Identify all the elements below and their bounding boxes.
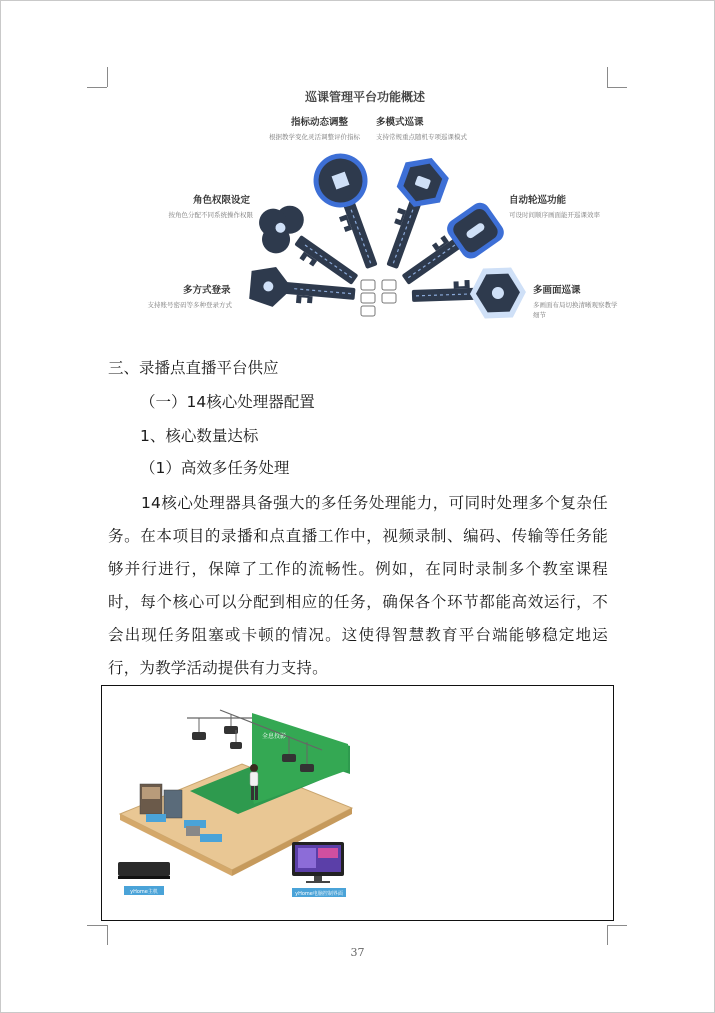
feature-desc-login: 支持账号密码等多种登录方式 (147, 301, 232, 309)
feature-title-login: 多方式登录 (183, 285, 231, 296)
control-monitor (292, 842, 346, 897)
subsection-heading: （一）14核心处理器配置 (140, 393, 315, 411)
studio-figure (101, 685, 614, 921)
feature-desc-permission: 按角色分配不同系统操作权限 (168, 211, 253, 219)
feature-desc-autopatrol: 可设时间顺序画面能开巡课效率 (509, 211, 600, 219)
screen-label: 全息投影 (262, 733, 287, 740)
feature-desc-multiscreen: 多画面布局切换清晰观察教学细节 (533, 301, 618, 319)
body-paragraph: 14核心处理器具备强大的多任务处理能力，可同时处理多个复杂任务。在本项目的录播和点直播工作中，视频录制、编码、传输等任务能够并行进行，保障了工作的流畅性。例如，在同时录制多个教室课程时，每个核心可以分配到相应的任务，确保各个环节都能高效运行，不会出现任务阻塞或卡顿的情况。这使得智慧教育平台端能够稳定地运行，为教学活动提供有力支持。 (108, 494, 608, 677)
feature-title-autopatrol: 自动轮巡功能 (509, 195, 567, 206)
key-icon-multiscreen (411, 267, 527, 321)
center-panel-icon (361, 280, 396, 316)
platform-features-figure (147, 82, 620, 332)
feature-title-multimode: 多模式巡课 (376, 117, 424, 128)
feature-title-permission: 角色权限设定 (193, 195, 251, 206)
presenter-figure (250, 764, 258, 800)
monitor-label: yHome电脑控制界面 (295, 891, 343, 897)
section-heading: 三、录播点直播平台供应 (108, 359, 279, 377)
studio-illustration (102, 686, 613, 920)
item-heading: 1、核心数量达标 (140, 427, 259, 445)
feature-desc-indicator: 根据教学变化灵活调整评价指标 (269, 133, 360, 141)
host-device-label: yHome主机 (130, 889, 158, 895)
subitem-heading: （1）高效多任务处理 (140, 459, 290, 477)
feature-title-multiscreen: 多画面巡课 (533, 285, 581, 296)
figure-title: 巡课管理平台功能概述 (304, 90, 425, 104)
page-number: 37 (350, 946, 365, 959)
host-device (118, 862, 170, 895)
feature-desc-multimode: 支持常规重点随机专项巡课模式 (376, 133, 467, 141)
feature-title-indicator: 指标动态调整 (291, 117, 349, 128)
ceiling-camera-1 (192, 718, 206, 740)
